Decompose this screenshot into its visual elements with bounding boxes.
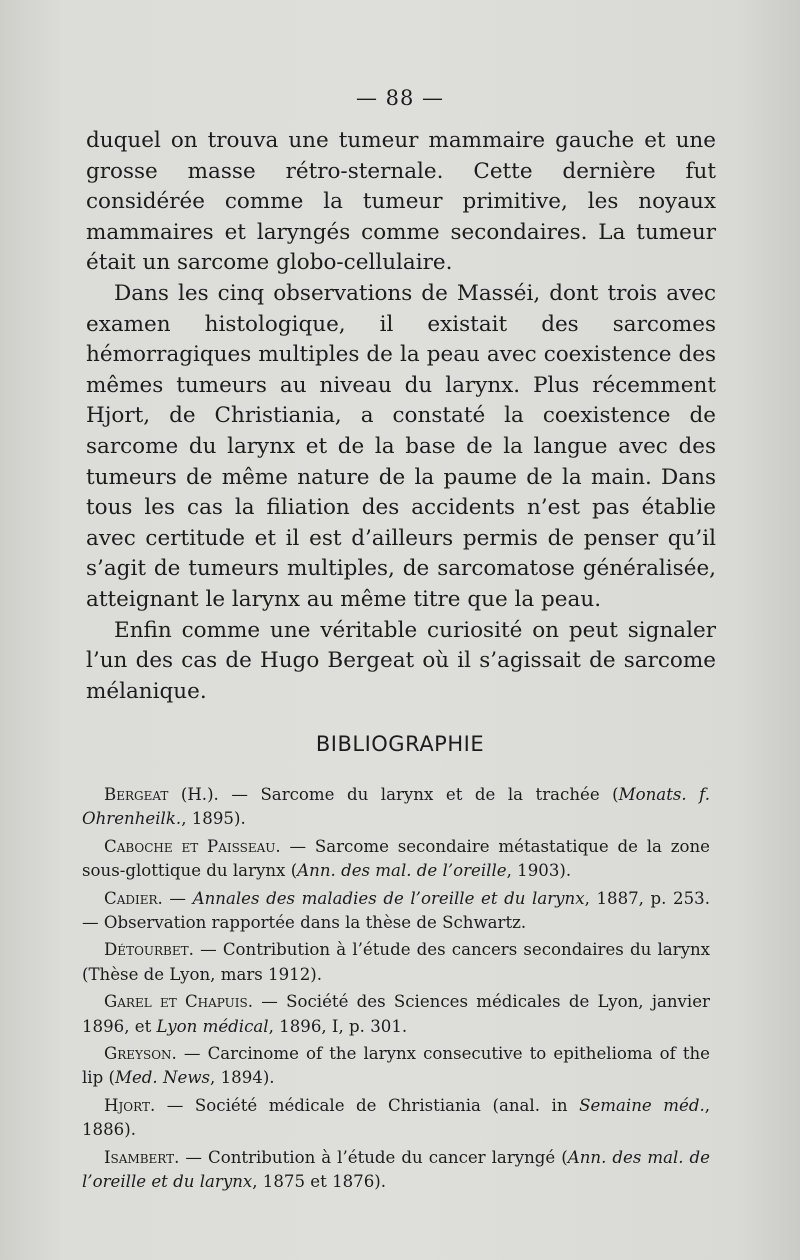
entry-author: Détourbet. xyxy=(104,940,194,960)
entry-text-end: , 1887, p. 253. — Observation rapportée dans la thèse de Schwartz. xyxy=(82,888,710,933)
entry-text: — Société médicale de Christiania (anal. in xyxy=(155,1095,580,1115)
entry-author: Caboche et Paisseau. xyxy=(104,836,281,856)
entry-text: — Société des Sciences médicales de Lyon, janvier 1896, et xyxy=(82,992,710,1036)
entry-source: Lyon médical xyxy=(156,1016,269,1036)
entry-text: — xyxy=(162,888,193,908)
entry-text-end: , 1903). xyxy=(506,861,572,881)
bibliography-entry xyxy=(82,835,710,884)
entry-text: — Sarcome secondaire métastatique de la zone sous-glottique du larynx ( xyxy=(82,836,710,881)
entry-text-end: , 1886). xyxy=(82,1095,710,1140)
entry-text-end: , 1896, I, p. 301. xyxy=(268,1016,408,1036)
entry-author: Bergeat (H.). xyxy=(104,785,219,804)
entry-source: Ann. des mal. de l’oreille et du larynx xyxy=(82,1147,710,1192)
bibliography-entry xyxy=(82,783,710,832)
bibliography-entry xyxy=(82,1146,710,1195)
body-text xyxy=(86,126,716,707)
entry-source: Ann. des mal. de l’oreille xyxy=(297,861,507,881)
entry-source: Monats. f. Ohrenheilk. xyxy=(82,785,710,829)
entry-author: Cadier. xyxy=(104,888,163,908)
bibliography-title: BIBLIOGRAPHIE xyxy=(315,732,485,756)
entry-text-end: , 1895). xyxy=(181,809,246,829)
paragraph-3: Enfin comme une véritable curiosité on peut signaler l’un des cas de Hugo Bergeat où il s’agissait de sarcome mélanique. xyxy=(86,617,716,704)
entry-text: — Contribution à l’étude des cancers secondaires du larynx (Thèse de Lyon, mars 1912). xyxy=(82,940,710,984)
paragraph-1: duquel on trouva une tumeur mammaire gauche et une grosse masse rétro-sternale. Cette dernière fut considérée comme la tumeur primitive, les noyaux mammaires et laryngés comme secondaires. La tumeur était un sarcome globo-cellulaire. xyxy=(86,128,716,276)
entry-source: Med. News xyxy=(115,1068,211,1088)
entry-text: — Carcinome of the larynx consecutive to epithelioma of the lip ( xyxy=(82,1044,710,1088)
bibliography-entry xyxy=(82,990,710,1039)
bibliography-entry xyxy=(82,938,710,987)
entry-source: Annales des maladies de l’oreille et du larynx xyxy=(192,888,585,908)
bibliography-list xyxy=(82,783,710,1198)
bibliography-entry xyxy=(82,887,710,936)
bibliography-entry xyxy=(82,1094,710,1143)
entry-text: — Sarcome du larynx et de la trachée ( xyxy=(218,785,619,804)
entry-author: Isambert. xyxy=(104,1147,180,1167)
entry-text-end: , 1875 et 1876). xyxy=(252,1172,387,1192)
page-number: — 88 — xyxy=(355,86,445,110)
entry-text-end: , 1894). xyxy=(210,1068,275,1088)
entry-author: Hjort. xyxy=(104,1095,156,1115)
entry-source: Semaine méd. xyxy=(579,1095,705,1115)
bibliography-entry xyxy=(82,1042,710,1091)
entry-author: Garel et Chapuis. xyxy=(104,992,254,1012)
entry-author: Greyson. xyxy=(104,1044,177,1064)
paragraph-2: Dans les cinq observations de Masséi, dont trois avec examen histologique, il existait des sarcomes hémorragiques multiples de la peau avec coexistence des mêmes tumeurs au niveau du larynx. Plus récemment Hjort, de Christiania, a constaté la coexistence de sarcome du larynx et de la base de la langue avec des tumeurs de même nature de la paume de la main. Dans tous les cas la filiation des accidents n’est pas établie avec certitude et il est d’ailleurs permis de penser qu’il s’agit de tumeurs multiples, de sarcomatose généralisée, atteignant le larynx au même titre que la peau. xyxy=(86,280,716,612)
entry-text: — Contribution à l’étude du cancer laryngé ( xyxy=(179,1147,568,1167)
